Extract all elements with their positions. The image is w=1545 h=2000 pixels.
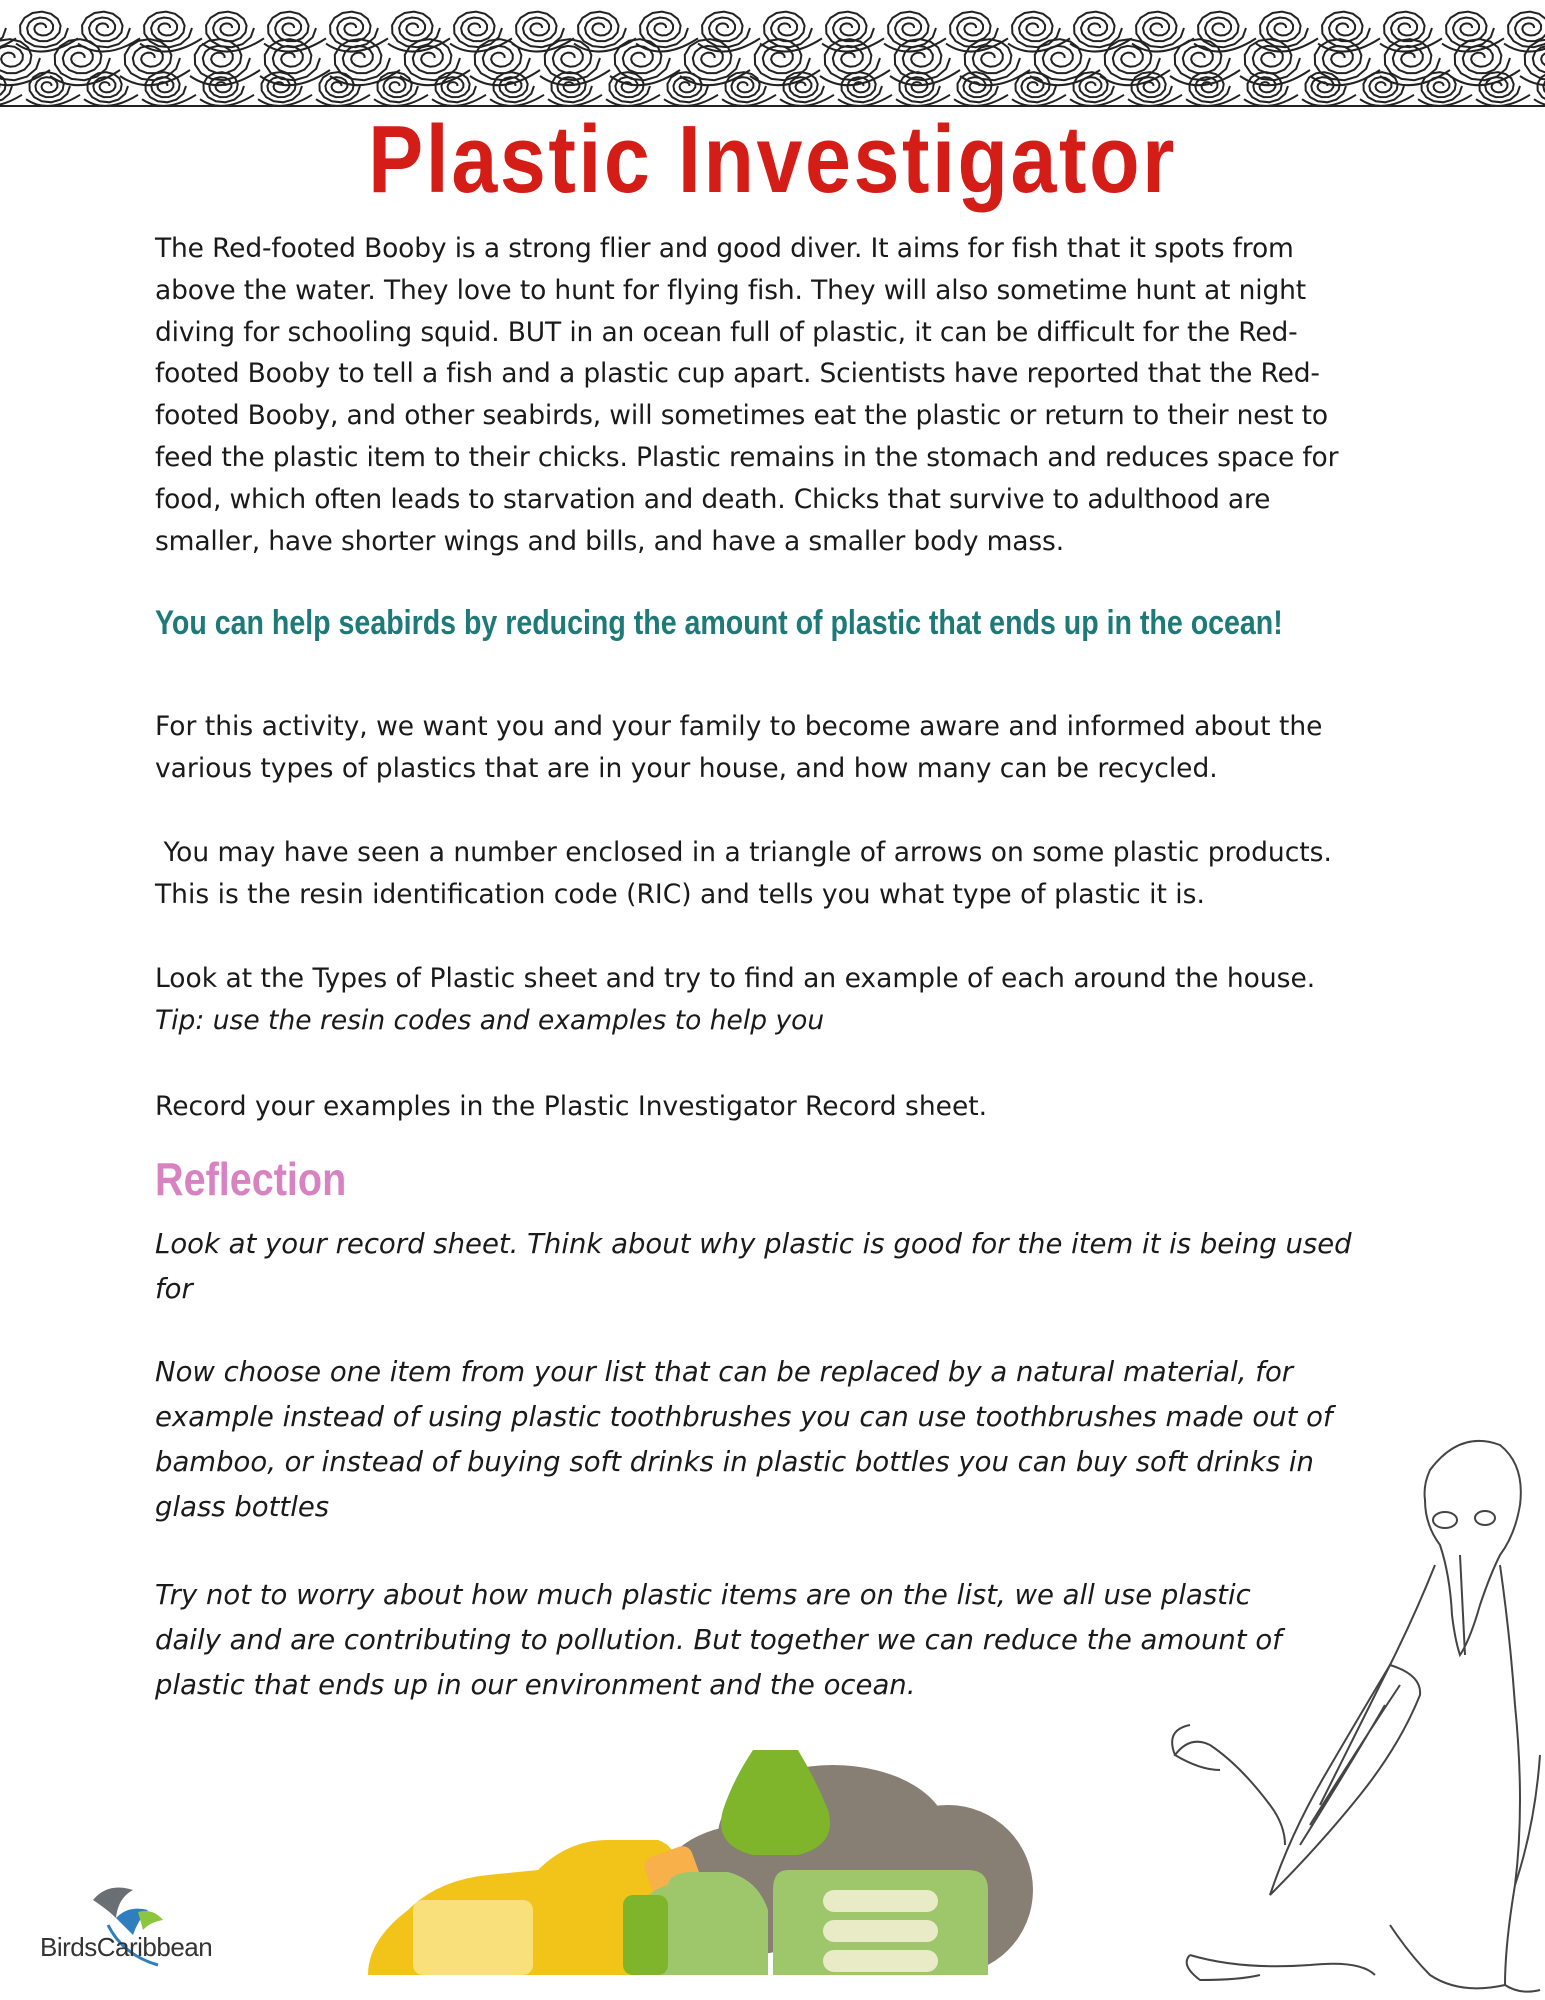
activity-paragraph-3: Look at the Types of Plastic sheet and try to find an example of each around the house.	[155, 963, 1316, 994]
activity-paragraph-1: For this activity, we want you and your family to become aware and informed about the various types of plastics that are in your house, and how many can be recycled.	[155, 711, 1323, 784]
booby-bird-icon	[1160, 1425, 1545, 2000]
wave-swirl	[512, 12, 574, 52]
activity-paragraph-2	[155, 832, 1355, 916]
green-bottle-stripe-2	[823, 1920, 938, 1942]
intro-paragraph: The Red-footed Booby is a strong flier and good diver. It aims for fish that it spots from above the water. They love to hunt for flying fish. They will also sometime hunt at night diving for schooling squid. BUT in an ocean full of plastic, it can be difficult for the Red-footed Booby to tell a fish and a plastic cup apart. Scientists have reported that the Red-footed Booby, and other seabirds, will sometimes eat the plastic or return to their nest to feed the plastic item to their chicks. Plastic remains in the stomach and reduces space for food, which often leads to starvation and death. Chicks that survive to adulthood are smaller, have shorter wings and bills, and have a smaller body mass.	[155, 233, 1339, 557]
wave-swirl	[1418, 72, 1472, 106]
booby-leg	[1390, 1925, 1540, 1992]
booby-raised-foot	[1172, 1725, 1285, 1845]
tip-text: : use the resin codes and examples to help you	[195, 1005, 825, 1036]
wave-swirl	[120, 39, 190, 85]
booby-bill	[1460, 1555, 1465, 1655]
booby-eye-right	[1475, 1511, 1495, 1525]
yellow-bottle-label	[413, 1900, 533, 1975]
wave-border-icon	[0, 0, 1545, 110]
wave-swirl	[1070, 12, 1132, 52]
activity-paragraph-2-text: You may have seen a number enclosed in a triangle of arrows on some plastic products. This is the resin identification code (RIC) and tells you what type of plastic it is.	[155, 837, 1332, 910]
wave-swirl	[388, 12, 450, 52]
wave-swirl	[1132, 12, 1194, 52]
reflection-paragraph-3: Try not to worry about how much plastic items are on the list, we all use plastic daily and are contributing to pollution. But together we can reduce the amount of plastic that ends up in our environment and the ocean.	[155, 1579, 1282, 1701]
wave-swirl	[664, 72, 718, 106]
logo-text	[40, 1932, 212, 1963]
wave-swirl	[946, 12, 1008, 52]
green-bottle-stripe-3	[823, 1950, 938, 1972]
wave-swirl	[636, 12, 698, 52]
wave-swirl	[260, 39, 330, 85]
wave-swirl	[1194, 12, 1256, 52]
wave-swirl	[896, 72, 950, 106]
wave-swirl	[1318, 12, 1380, 52]
wave-swirl	[574, 12, 636, 52]
wave-swirl	[1128, 72, 1182, 106]
wave-swirl	[0, 72, 22, 106]
logo-text-caribbean: Caribbean	[96, 1932, 213, 1962]
tip-label: Tip	[155, 1005, 196, 1036]
wave-swirl	[142, 72, 196, 106]
wave-swirl	[1504, 12, 1545, 52]
wave-swirl	[1012, 72, 1066, 106]
callout-heading: You can help seabirds by reducing the amount of plastic that ends up in the ocean!	[155, 604, 1283, 642]
booby-eye-left	[1433, 1512, 1457, 1528]
tip-line	[155, 1000, 1355, 1042]
activity-paragraph-4: Record your examples in the Plastic Investigator Record sheet.	[155, 1091, 988, 1122]
reflection-paragraph-1: Look at your record sheet. Think about why plastic is good for the item it is being used for	[155, 1228, 1352, 1305]
wave-swirl	[1244, 72, 1298, 106]
booby-head	[1425, 1441, 1521, 1655]
lime-cap	[623, 1895, 668, 1975]
booby-wing	[1270, 1665, 1420, 1895]
wave-swirl	[84, 72, 138, 106]
plastic-pile-icon	[368, 1740, 1128, 1980]
wave-swirl	[264, 12, 326, 52]
green-bottle-top	[721, 1750, 830, 1855]
wave-swirl	[202, 12, 264, 52]
booby-wing-detail	[1300, 1685, 1400, 1845]
reflection-heading: Reflection	[155, 1153, 347, 1205]
green-bottle-stripe-1	[823, 1890, 938, 1912]
reflection-paragraph-2: Now choose one item from your list that can be replaced by a natural material, for example instead of using plastic toothbrushes you can use toothbrushes made out of bamboo, or instead of buying soft drinks in plastic bottles you can buy soft drinks in glass bottles	[155, 1356, 1333, 1523]
wave-swirl	[760, 12, 822, 52]
logo-text-birds: Birds	[40, 1932, 97, 1962]
wave-swirl	[1070, 72, 1124, 106]
booby-lower-foot	[1187, 1955, 1375, 1980]
logo-bird-accent	[138, 1911, 163, 1930]
page-title: Plastic Investigator	[368, 106, 1177, 213]
wave-swirl	[548, 72, 602, 106]
wave-swirl	[1360, 72, 1414, 106]
wave-swirl	[954, 72, 1008, 106]
booby-breast	[1500, 1565, 1520, 1985]
wave-swirl	[316, 72, 370, 106]
